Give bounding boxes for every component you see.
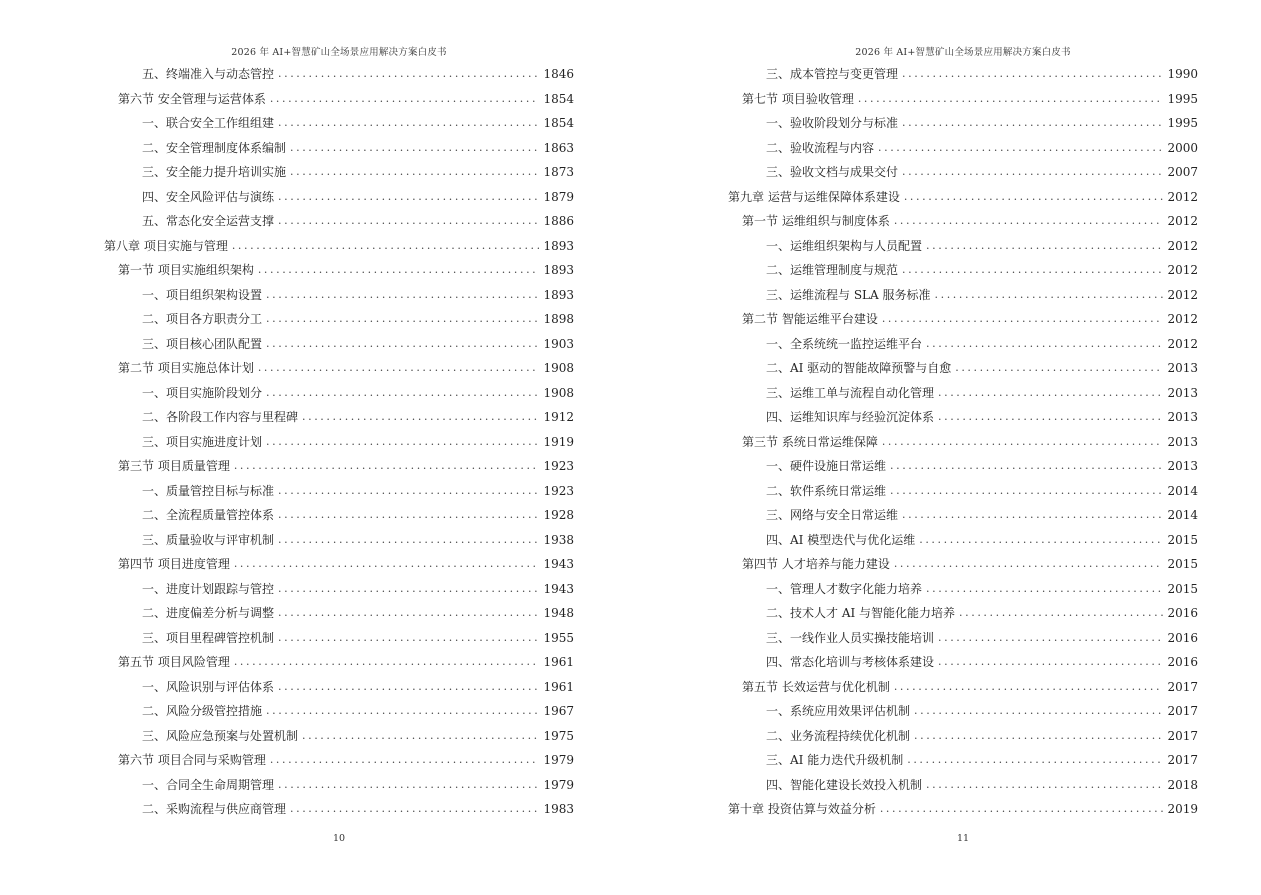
- page-header: 2026 年 AI+智慧矿山全场景应用解决方案白皮书: [855, 47, 1071, 58]
- toc-entry[interactable]: [728, 307, 1198, 332]
- toc-entry-title: 第八章 项目实施与管理: [104, 238, 228, 253]
- toc-entry-page: 2013: [1167, 361, 1198, 375]
- toc-dot-leader: [914, 724, 1163, 749]
- toc-dot-leader: [926, 332, 1163, 357]
- toc-entry[interactable]: [104, 724, 574, 749]
- toc-entry[interactable]: [104, 773, 574, 798]
- toc-dot-leader: [258, 356, 540, 381]
- toc-dot-leader: [955, 356, 1163, 381]
- right-page: [728, 0, 1198, 895]
- toc-entry[interactable]: [728, 381, 1198, 406]
- toc-entry-page: 1893: [543, 238, 574, 253]
- toc-entry-title: 二、软件系统日常运维: [766, 483, 887, 498]
- toc-entry-page: 1846: [543, 67, 574, 81]
- toc-entry-title: 二、AI 驱动的智能故障预警与自愈: [766, 361, 952, 375]
- toc-entry-title: 二、运维管理制度与规范: [766, 263, 899, 277]
- toc-entry-title: 三、网络与安全日常运维: [766, 508, 899, 522]
- toc-entry-title: 第五节 长效运营与优化机制: [742, 679, 890, 694]
- toc-entry[interactable]: [728, 405, 1198, 430]
- toc-dot-leader: [914, 699, 1163, 724]
- toc-entry-page: 2016: [1167, 630, 1198, 645]
- toc-dot-leader: [858, 87, 1164, 112]
- toc-entry[interactable]: [728, 748, 1198, 773]
- toc-entry-title: 五、终端准入与动态管控: [142, 67, 275, 81]
- toc-entry-title: 一、联合安全工作组组建: [142, 116, 275, 130]
- toc-dot-leader: [878, 136, 1163, 161]
- toc-entry[interactable]: [728, 577, 1198, 602]
- toc-entry-title: 第十章 投资估算与效益分析: [728, 802, 876, 816]
- toc-entry-title: 第九章 运营与运维保障体系建设: [728, 189, 900, 204]
- toc-entry[interactable]: [104, 111, 574, 136]
- toc-entry-title: 四、AI 模型迭代与优化运维: [766, 532, 916, 547]
- toc-dot-leader: [919, 528, 1163, 553]
- toc-dot-leader: [890, 479, 1163, 504]
- toc-dot-leader: [266, 307, 539, 332]
- toc-dot-leader: [902, 62, 1163, 87]
- toc-entry-page: 1983: [543, 802, 574, 816]
- toc-entry-page: 1948: [543, 606, 574, 620]
- toc-entry[interactable]: [104, 552, 574, 577]
- toc-entry-page: 2018: [1167, 777, 1198, 792]
- toc-entry-title: 三、安全能力提升培训实施: [142, 165, 287, 179]
- left-page: [104, 0, 574, 895]
- toc-entry-page: 2015: [1167, 532, 1198, 547]
- toc-entry-page: 2012: [1167, 312, 1198, 326]
- toc-entry[interactable]: [728, 479, 1198, 504]
- toc-entry[interactable]: [104, 185, 574, 210]
- toc-dot-leader: [266, 381, 539, 406]
- toc-entry-page: 1854: [543, 91, 574, 106]
- toc-entry[interactable]: [104, 577, 574, 602]
- toc-dot-leader: [234, 650, 540, 675]
- toc-entry-page: 1908: [543, 385, 574, 400]
- toc-dot-leader: [278, 185, 539, 210]
- toc-entry[interactable]: [728, 626, 1198, 651]
- toc-dot-leader: [894, 209, 1164, 234]
- toc-entry-title: 二、安全管理制度体系编制: [142, 140, 287, 155]
- toc-entry-page: 1863: [543, 140, 574, 155]
- toc-entry-title: 第四节 人才培养与能力建设: [742, 557, 890, 571]
- toc-entry-title: 第五节 项目风险管理: [118, 655, 230, 669]
- toc-dot-leader: [938, 626, 1163, 651]
- toc-dot-leader: [234, 454, 540, 479]
- toc-entry-page: 1995: [1167, 91, 1198, 106]
- toc-dot-leader: [258, 258, 540, 283]
- toc-entry-title: 第一节 运维组织与制度体系: [742, 214, 890, 228]
- toc-dot-leader: [902, 160, 1163, 185]
- page-number: 11: [956, 833, 970, 844]
- toc-dot-leader: [266, 332, 539, 357]
- toc-entry[interactable]: [104, 601, 574, 626]
- toc-entry-title: 第二节 项目实施总体计划: [118, 361, 254, 375]
- toc-entry[interactable]: [104, 258, 574, 283]
- toc-entry[interactable]: [104, 234, 574, 259]
- toc-entry-page: 1967: [543, 704, 574, 718]
- toc-entry[interactable]: [728, 430, 1198, 455]
- toc-entry-title: 二、全流程质量管控体系: [142, 508, 275, 522]
- toc-entry-page: 1854: [543, 116, 574, 130]
- toc-entry-title: 二、技术人才 AI 与智能化能力培养: [766, 606, 956, 620]
- toc-entry-page: 2014: [1167, 508, 1198, 522]
- toc-entry[interactable]: [728, 797, 1198, 822]
- toc-dot-leader: [234, 552, 540, 577]
- toc-entry[interactable]: [728, 650, 1198, 675]
- table-of-contents: [728, 62, 1198, 822]
- toc-dot-leader: [278, 111, 539, 136]
- toc-entry-title: 三、项目实施进度计划: [142, 434, 263, 449]
- toc-entry[interactable]: [104, 381, 574, 406]
- toc-entry[interactable]: [104, 503, 574, 528]
- toc-entry[interactable]: [728, 136, 1198, 161]
- toc-entry-title: 三、一线作业人员实操技能培训: [766, 630, 935, 645]
- toc-entry-page: 2015: [1167, 581, 1198, 596]
- toc-entry-title: 第三节 系统日常运维保障: [742, 434, 878, 449]
- toc-entry-page: 1961: [543, 679, 574, 694]
- toc-entry-page: 1943: [543, 557, 574, 571]
- toc-entry-title: 一、验收阶段划分与标准: [766, 116, 899, 130]
- toc-dot-leader: [907, 748, 1163, 773]
- toc-entry[interactable]: [104, 405, 574, 430]
- toc-entry[interactable]: [104, 528, 574, 553]
- toc-dot-leader: [894, 675, 1164, 700]
- toc-dot-leader: [302, 724, 539, 749]
- toc-entry-title: 第三节 项目质量管理: [118, 459, 230, 473]
- toc-entry-title: 三、验收文档与成果交付: [766, 165, 899, 179]
- toc-entry-title: 三、AI 能力迭代升级机制: [766, 753, 904, 767]
- toc-entry-page: 2012: [1167, 336, 1198, 351]
- toc-dot-leader: [270, 87, 540, 112]
- toc-entry-title: 一、项目实施阶段划分: [142, 385, 263, 400]
- page-number: 10: [332, 833, 346, 844]
- toc-entry-page: 1893: [543, 263, 574, 277]
- toc-entry-title: 一、合同全生命周期管理: [142, 777, 275, 792]
- toc-dot-leader: [938, 381, 1163, 406]
- toc-entry[interactable]: [104, 430, 574, 455]
- toc-entry-page: 1912: [543, 410, 574, 424]
- toc-dot-leader: [266, 283, 539, 308]
- toc-entry[interactable]: [104, 62, 574, 87]
- toc-entry[interactable]: [728, 209, 1198, 234]
- toc-entry-page: 2013: [1167, 410, 1198, 424]
- toc-entry-title: 三、风险应急预案与处置机制: [142, 728, 299, 743]
- toc-entry-page: 1928: [543, 508, 574, 522]
- toc-entry-page: 1990: [1167, 67, 1198, 81]
- toc-entry[interactable]: [728, 699, 1198, 724]
- toc-entry-title: 第一节 项目实施组织架构: [118, 263, 254, 277]
- toc-entry-title: 二、项目各方职责分工: [142, 312, 263, 326]
- toc-dot-leader: [278, 503, 539, 528]
- toc-entry-page: 1923: [543, 459, 574, 473]
- toc-entry-page: 1908: [543, 361, 574, 375]
- toc-dot-leader: [278, 62, 539, 87]
- toc-entry-title: 一、运维组织架构与人员配置: [766, 238, 923, 253]
- toc-entry-page: 1955: [543, 630, 574, 645]
- toc-entry[interactable]: [728, 283, 1198, 308]
- toc-entry[interactable]: [104, 699, 574, 724]
- toc-entry-page: 1975: [543, 728, 574, 743]
- toc-entry-title: 第六节 安全管理与运营体系: [118, 91, 266, 106]
- toc-entry[interactable]: [728, 332, 1198, 357]
- toc-entry-page: 1903: [543, 336, 574, 351]
- toc-dot-leader: [266, 699, 539, 724]
- toc-entry-page: 1886: [543, 214, 574, 228]
- toc-entry-page: 2016: [1167, 606, 1198, 620]
- toc-dot-leader: [278, 577, 539, 602]
- toc-entry-title: 二、风险分级管控措施: [142, 704, 263, 718]
- toc-entry-title: 第二节 智能运维平台建设: [742, 312, 878, 326]
- toc-entry[interactable]: [104, 626, 574, 651]
- toc-entry-title: 三、运维工单与流程自动化管理: [766, 385, 935, 400]
- toc-entry-page: 2000: [1167, 140, 1198, 155]
- toc-entry-page: 1898: [543, 312, 574, 326]
- toc-entry-page: 2017: [1167, 679, 1198, 694]
- toc-entry-page: 2012: [1167, 189, 1198, 204]
- toc-dot-leader: [935, 283, 1164, 308]
- toc-entry-page: 1893: [543, 287, 574, 302]
- toc-entry[interactable]: [728, 503, 1198, 528]
- toc-dot-leader: [894, 552, 1164, 577]
- toc-entry[interactable]: [728, 234, 1198, 259]
- toc-entry-page: 2015: [1167, 557, 1198, 571]
- toc-dot-leader: [926, 234, 1163, 259]
- toc-entry-title: 二、验收流程与内容: [766, 140, 875, 155]
- toc-dot-leader: [882, 430, 1164, 455]
- toc-dot-leader: [278, 601, 539, 626]
- toc-dot-leader: [232, 234, 540, 259]
- toc-entry-page: 1879: [543, 189, 574, 204]
- toc-entry[interactable]: [104, 675, 574, 700]
- toc-entry-page: 2012: [1167, 287, 1198, 302]
- toc-dot-leader: [926, 773, 1163, 798]
- toc-entry-title: 三、运维流程与 SLA 服务标准: [766, 287, 931, 302]
- toc-entry-page: 1979: [543, 777, 574, 792]
- toc-dot-leader: [904, 185, 1164, 210]
- toc-entry-title: 一、系统应用效果评估机制: [766, 704, 911, 718]
- toc-entry-page: 1961: [543, 655, 574, 669]
- toc-dot-leader: [902, 258, 1163, 283]
- toc-entry-title: 二、采购流程与供应商管理: [142, 802, 287, 816]
- toc-entry[interactable]: [728, 356, 1198, 381]
- toc-entry-title: 四、运维知识库与经验沉淀体系: [766, 410, 935, 424]
- toc-entry[interactable]: [728, 87, 1198, 112]
- toc-entry-title: 四、安全风险评估与演练: [142, 189, 275, 204]
- toc-entry[interactable]: [728, 454, 1198, 479]
- toc-entry-page: 2016: [1167, 655, 1198, 669]
- toc-entry-title: 第七节 项目验收管理: [742, 91, 854, 106]
- toc-dot-leader: [882, 307, 1164, 332]
- toc-entry[interactable]: [728, 552, 1198, 577]
- toc-entry-page: 1919: [543, 434, 574, 449]
- toc-entry-title: 五、常态化安全运营支撑: [142, 214, 275, 228]
- toc-dot-leader: [302, 405, 539, 430]
- toc-entry[interactable]: [104, 307, 574, 332]
- toc-dot-leader: [278, 528, 539, 553]
- toc-entry-title: 四、常态化培训与考核体系建设: [766, 655, 935, 669]
- toc-entry[interactable]: [104, 87, 574, 112]
- toc-dot-leader: [270, 748, 540, 773]
- toc-entry-title: 二、业务流程持续优化机制: [766, 728, 911, 743]
- table-of-contents: [104, 62, 574, 822]
- toc-entry-page: 1943: [543, 581, 574, 596]
- toc-entry-page: 2017: [1167, 704, 1198, 718]
- toc-dot-leader: [278, 209, 539, 234]
- toc-entry-page: 2017: [1167, 728, 1198, 743]
- toc-dot-leader: [290, 136, 539, 161]
- toc-entry[interactable]: [104, 454, 574, 479]
- toc-dot-leader: [278, 675, 539, 700]
- toc-dot-leader: [890, 454, 1163, 479]
- toc-entry-page: 2007: [1167, 165, 1198, 179]
- toc-dot-leader: [938, 405, 1163, 430]
- toc-dot-leader: [290, 797, 539, 822]
- toc-entry[interactable]: [104, 748, 574, 773]
- toc-entry[interactable]: [104, 136, 574, 161]
- toc-entry-title: 一、风险识别与评估体系: [142, 679, 275, 694]
- toc-entry[interactable]: [104, 332, 574, 357]
- toc-dot-leader: [902, 111, 1163, 136]
- toc-entry-title: 二、进度偏差分析与调整: [142, 606, 275, 620]
- toc-dot-leader: [278, 479, 539, 504]
- toc-dot-leader: [926, 577, 1163, 602]
- toc-dot-leader: [266, 430, 539, 455]
- toc-entry[interactable]: [728, 185, 1198, 210]
- toc-entry-title: 一、质量管控目标与标准: [142, 483, 275, 498]
- toc-entry[interactable]: [104, 650, 574, 675]
- toc-entry-title: 一、硬件设施日常运维: [766, 459, 887, 473]
- toc-entry[interactable]: [728, 62, 1198, 87]
- toc-entry-title: 二、各阶段工作内容与里程碑: [142, 410, 299, 424]
- toc-entry[interactable]: [728, 160, 1198, 185]
- page-header: 2026 年 AI+智慧矿山全场景应用解决方案白皮书: [231, 47, 447, 58]
- toc-entry[interactable]: [104, 356, 574, 381]
- toc-entry[interactable]: [728, 773, 1198, 798]
- toc-entry-title: 三、成本管控与变更管理: [766, 67, 899, 81]
- toc-entry-title: 一、进度计划跟踪与管控: [142, 581, 275, 596]
- toc-entry[interactable]: [104, 479, 574, 504]
- toc-dot-leader: [278, 773, 539, 798]
- toc-dot-leader: [880, 797, 1164, 822]
- toc-entry-title: 一、全系统统一监控运维平台: [766, 336, 923, 351]
- toc-entry-page: 2014: [1167, 483, 1198, 498]
- toc-entry-title: 一、项目组织架构设置: [142, 287, 263, 302]
- toc-entry[interactable]: [728, 111, 1198, 136]
- toc-entry-title: 三、质量验收与评审机制: [142, 532, 275, 547]
- toc-entry[interactable]: [728, 258, 1198, 283]
- toc-entry-page: 2012: [1167, 238, 1198, 253]
- toc-entry[interactable]: [728, 601, 1198, 626]
- toc-entry-page: 2012: [1167, 214, 1198, 228]
- toc-dot-leader: [278, 626, 539, 651]
- toc-entry-title: 第四节 项目进度管理: [118, 557, 230, 571]
- toc-dot-leader: [290, 160, 539, 185]
- toc-entry[interactable]: [104, 797, 574, 822]
- toc-entry-page: 1873: [543, 165, 574, 179]
- toc-entry-page: 1995: [1167, 116, 1198, 130]
- toc-entry[interactable]: [728, 724, 1198, 749]
- toc-entry-page: 2012: [1167, 263, 1198, 277]
- toc-entry[interactable]: [104, 209, 574, 234]
- toc-entry[interactable]: [104, 160, 574, 185]
- toc-dot-leader: [902, 503, 1163, 528]
- toc-entry-page: 1923: [543, 483, 574, 498]
- toc-entry-page: 2013: [1167, 385, 1198, 400]
- toc-entry[interactable]: [728, 528, 1198, 553]
- toc-dot-leader: [959, 601, 1163, 626]
- toc-dot-leader: [938, 650, 1163, 675]
- toc-entry-page: 2017: [1167, 753, 1198, 767]
- toc-entry-title: 三、项目核心团队配置: [142, 336, 263, 351]
- toc-entry-page: 2013: [1167, 459, 1198, 473]
- toc-entry-title: 四、智能化建设长效投入机制: [766, 777, 923, 792]
- toc-entry[interactable]: [104, 283, 574, 308]
- toc-entry-page: 2013: [1167, 434, 1198, 449]
- toc-entry-title: 一、管理人才数字化能力培养: [766, 581, 923, 596]
- toc-entry-title: 第六节 项目合同与采购管理: [118, 753, 266, 767]
- toc-entry-title: 三、项目里程碑管控机制: [142, 630, 275, 645]
- toc-entry-page: 2019: [1167, 802, 1198, 816]
- toc-entry-page: 1938: [543, 532, 574, 547]
- toc-entry[interactable]: [728, 675, 1198, 700]
- toc-entry-page: 1979: [543, 753, 574, 767]
